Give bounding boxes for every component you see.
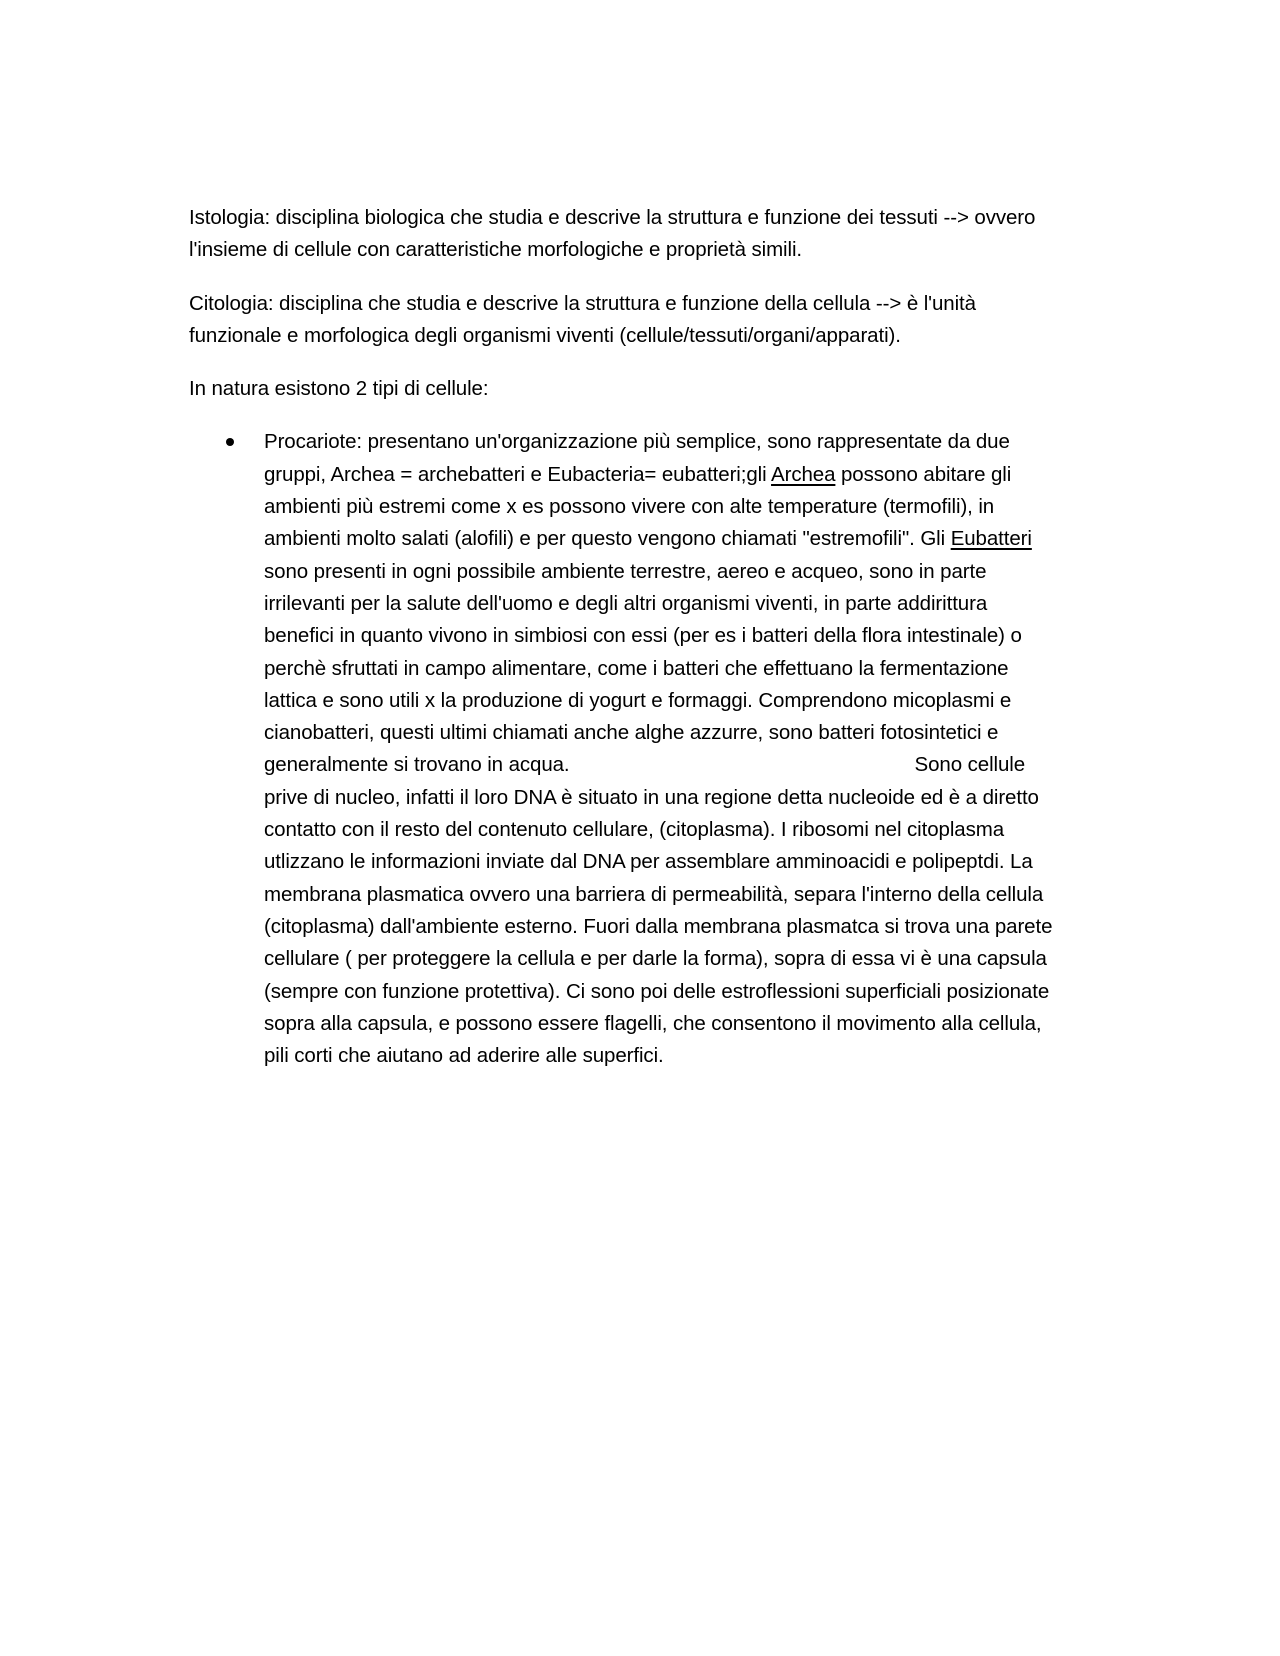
paragraph-tipi-cellule xyxy=(189,373,1089,405)
text-line: lattica e sono utili x la produzione di yogurt e formaggi. Comprendono micoplasmi e xyxy=(264,688,1012,712)
text-line: (sempre con funzione protettiva). Ci sono poi delle estroflessioni superficiali posizionate xyxy=(264,979,1050,1003)
bullet-icon xyxy=(226,438,234,446)
paragraph-istologia xyxy=(189,202,1089,267)
text-line: pili corti che aiutano ad aderire alle superfici. xyxy=(264,1044,664,1068)
text-line: (citoplasma) dall'ambiente esterno. Fuori dalla membrana plasmatca si trova una parete xyxy=(264,914,1053,938)
paragraph-citologia xyxy=(189,288,1089,353)
text-line: perchè sfruttati in campo alimentare, come i batteri che effettuano la fermentazione xyxy=(264,656,1009,680)
text-line xyxy=(264,459,1089,491)
document-body xyxy=(189,202,1089,1072)
text-line: ambienti più estremi come x es possono vivere con alte temperature (termofili), in xyxy=(264,495,995,519)
bullet-list xyxy=(189,426,1089,1072)
text-line: benefici in quanto vivono in simbiosi con essi (per es i batteri della flora intestinale) o xyxy=(264,624,1022,648)
text-line: In natura esistono 2 tipi di cellule: xyxy=(189,377,489,401)
text-line xyxy=(264,523,1089,555)
text-line: cianobatteri, questi ultimi chiamati anche alghe azzurre, sono batteri fotosintetici e xyxy=(264,721,999,745)
text-run: gruppi, Archea = archebatteri e Eubacteria= eubatteri;gli xyxy=(264,462,772,486)
text-line: irrilevanti per la salute dell'uomo e degli altri organismi viventi, in parte addirittura xyxy=(264,591,988,615)
list-item-procariote xyxy=(189,426,1089,1072)
text-run: ambienti molto salati (alofili) e per questo vengono chiamati "estremofili". Gli xyxy=(264,527,951,551)
text-line: l'insieme di cellule con caratteristiche morfologiche e proprietà simili. xyxy=(189,238,803,262)
text-line xyxy=(264,749,1089,781)
text-line: contatto con il resto del contenuto cellulare, (citoplasma). I ribosomi nel citoplasma xyxy=(264,818,1005,842)
text-line: Procariote: presentano un'organizzazione più semplice, sono rappresentate da due xyxy=(264,430,1010,454)
underlined-term-archea: Archea xyxy=(771,462,836,486)
text-line: membrana plasmatica ovvero una barriera di permeabilità, separa l'interno della cellula xyxy=(264,882,1044,906)
text-line: cellulare ( per proteggere la cellula e per darle la forma), sopra di essa vi è una capsula xyxy=(264,947,1047,971)
underlined-term-eubatteri: Eubatteri xyxy=(950,527,1032,551)
text-line: Citologia: disciplina che studia e descrive la struttura e funzione della cellula --> è l'unità xyxy=(189,291,976,315)
text-line: sono presenti in ogni possibile ambiente terrestre, aereo e acqueo, sono in parte xyxy=(264,559,987,583)
text-line: prive di nucleo, infatti il loro DNA è situato in una regione detta nucleoide ed è a diretto xyxy=(264,785,1039,809)
text-line: utlizzano le informazioni inviate dal DNA per assemblare amminoacidi e polipeptdi. La xyxy=(264,850,1033,874)
text-line: funzionale e morfologica degli organismi viventi (cellule/tessuti/organi/apparati). xyxy=(189,323,901,347)
text-line: Istologia: disciplina biologica che studia e descrive la struttura e funzione dei tessuti --> ovvero xyxy=(189,206,1036,229)
text-run: generalmente si trovano in acqua. xyxy=(264,753,570,777)
text-run: possono abitare gli xyxy=(835,462,1012,486)
text-line: sopra alla capsula, e possono essere flagelli, che consentono il movimento alla cellula, xyxy=(264,1011,1042,1035)
text-run: Sono cellule xyxy=(914,753,1026,777)
